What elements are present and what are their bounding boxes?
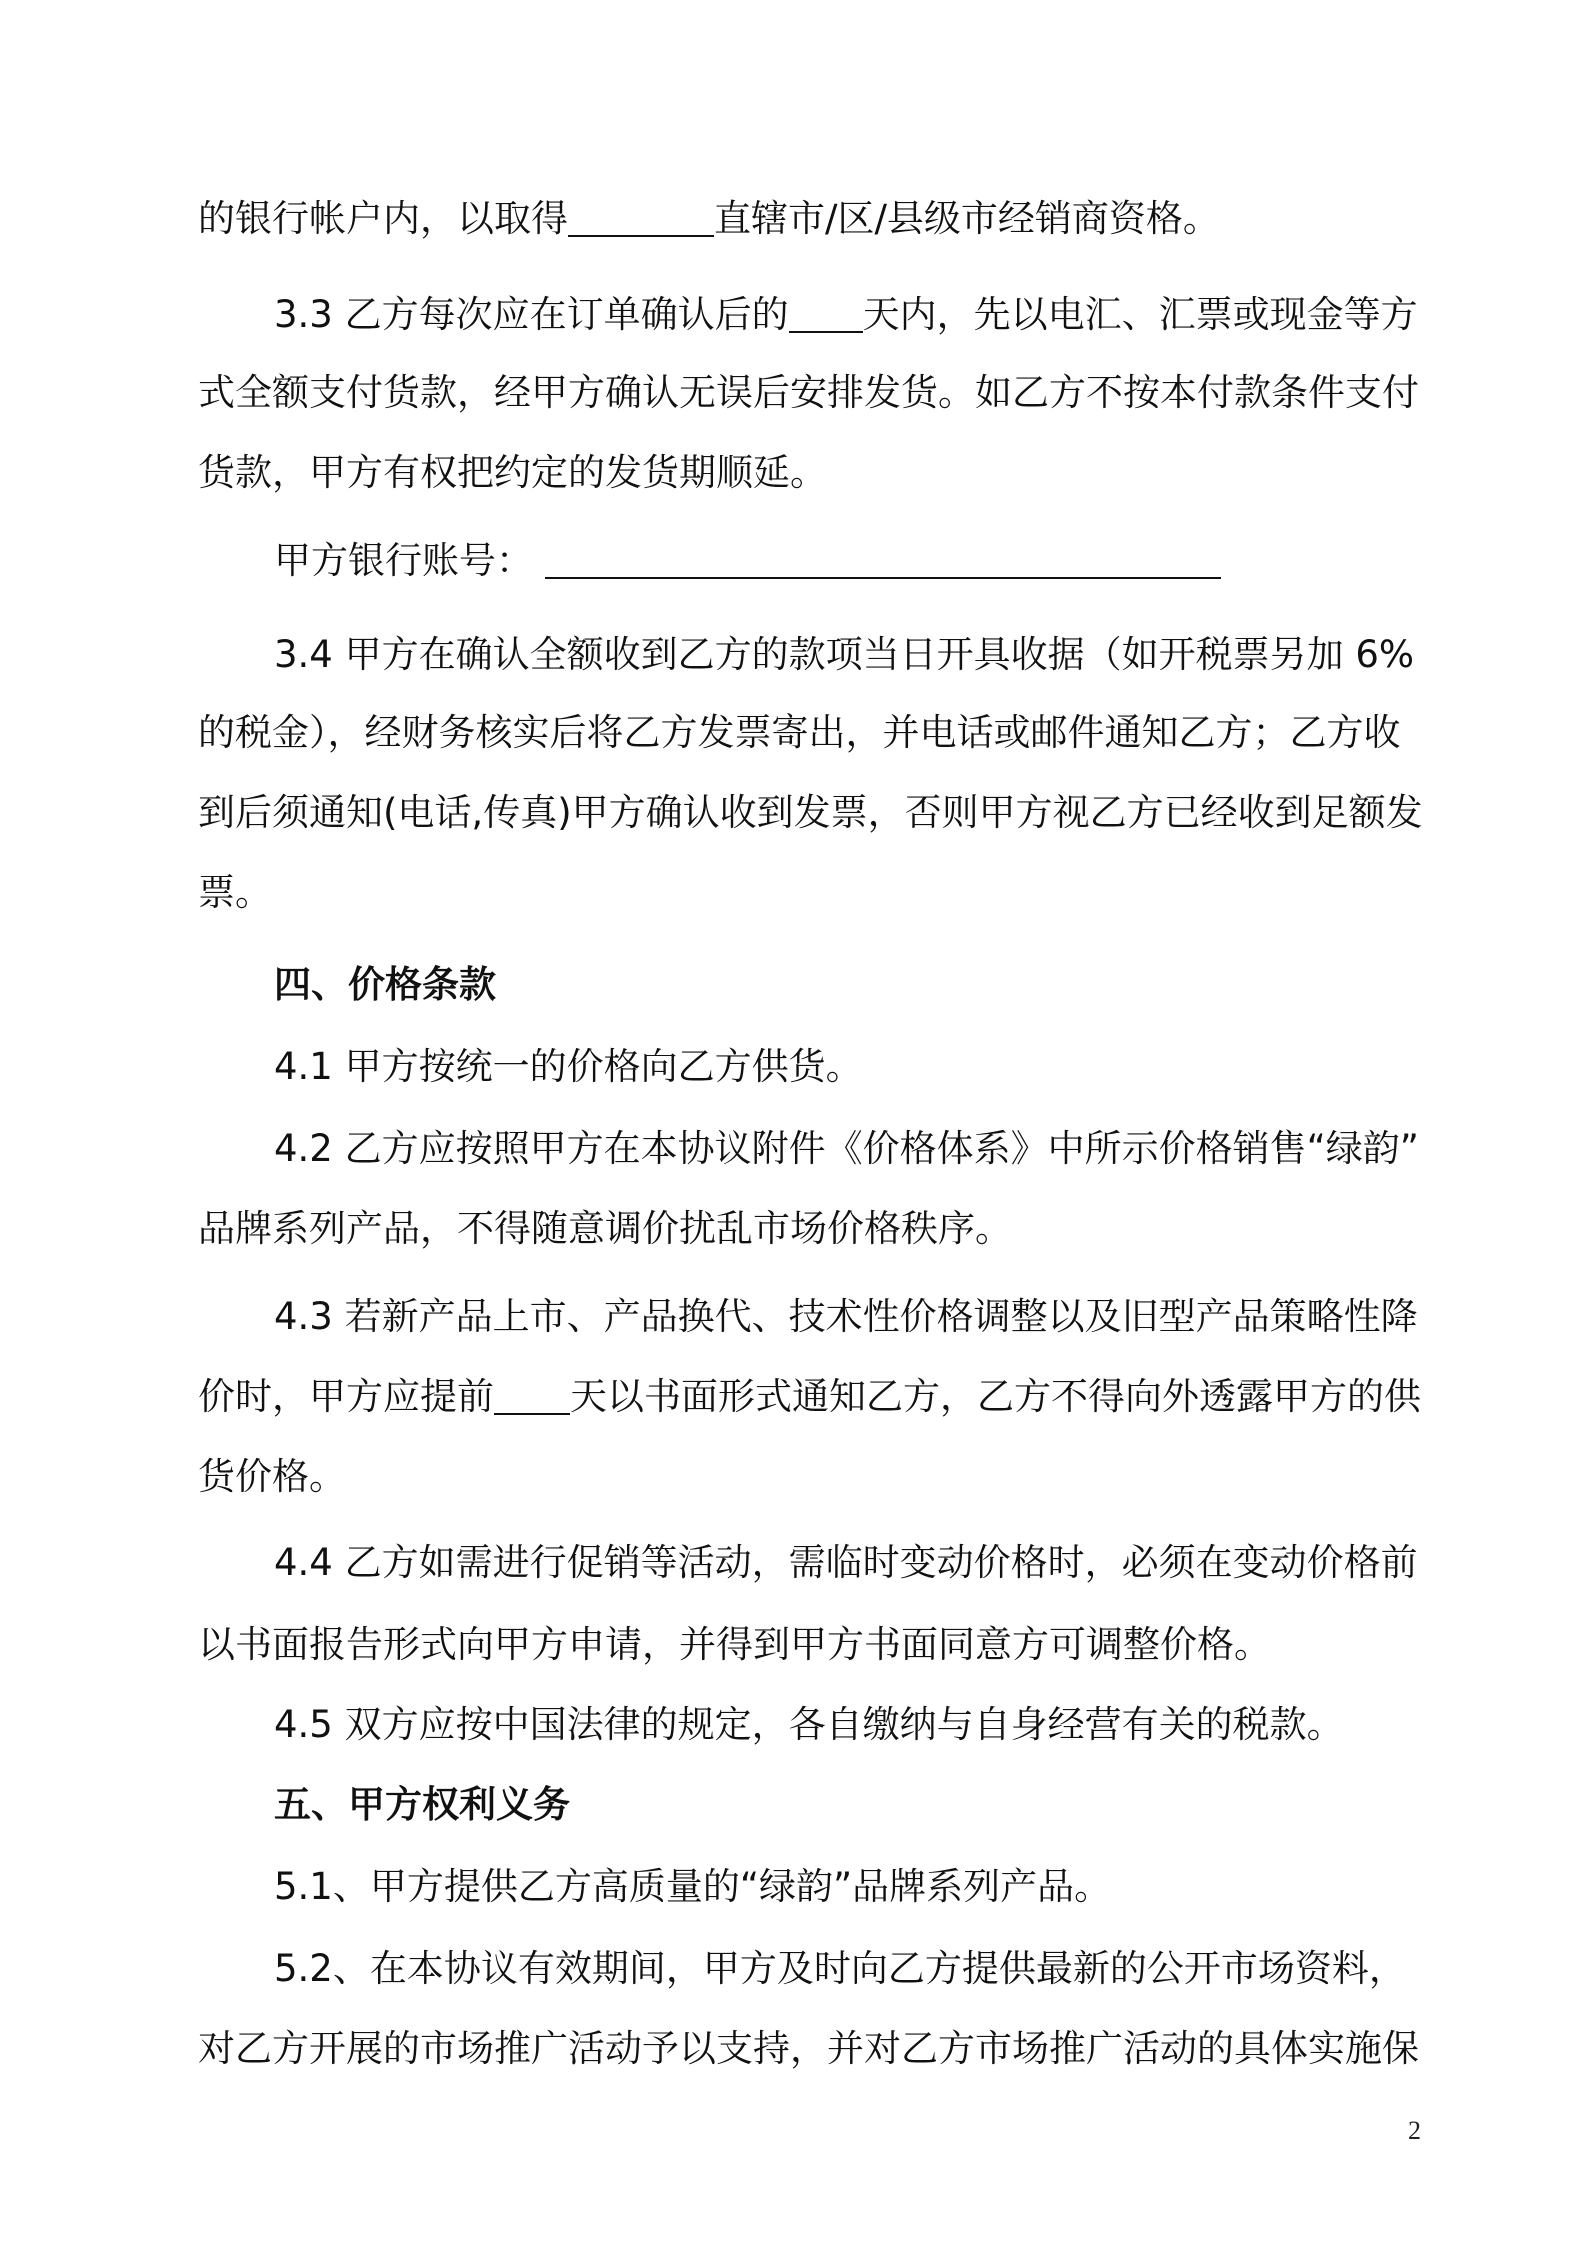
clause-5-2-line-1: 5.2、在本协议有效期间，甲方及时向乙方提供最新的公开市场资料， bbox=[274, 1947, 1406, 1990]
clause-3-4-line-3: 到后须通知(电话,传真)甲方确认收到发票，否则甲方视乙方已经收到足额发 bbox=[198, 791, 1423, 834]
text: 3.3 乙方每次应在订单确认后的 bbox=[274, 293, 789, 336]
blank-days-field[interactable] bbox=[789, 297, 863, 333]
blank-city-field[interactable] bbox=[568, 201, 714, 237]
clause-4-1: 4.1 甲方按统一的价格向乙方供货。 bbox=[274, 1045, 863, 1088]
clause-4-5: 4.5 双方应按中国法律的规定，各自缴纳与自身经营有关的税款。 bbox=[274, 1703, 1344, 1746]
text: 直辖市/区/县级市经销商资格。 bbox=[714, 197, 1220, 240]
clause-3-4-line-2: 的税金），经财务核实后将乙方发票寄出，并电话或邮件通知乙方；乙方收 bbox=[198, 711, 1401, 754]
section-4-heading: 四、价格条款 bbox=[274, 963, 496, 1006]
clause-3-3-line-3: 货款，甲方有权把约定的发货期顺延。 bbox=[198, 451, 827, 494]
text: 价时，甲方应提前 bbox=[198, 1375, 494, 1418]
text: 天内，先以电汇、汇票或现金等方 bbox=[862, 293, 1418, 336]
clause-4-3-line-3: 货价格。 bbox=[198, 1455, 346, 1498]
clause-5-1: 5.1、甲方提供乙方高质量的“绿韵”品牌系列产品。 bbox=[274, 1865, 1112, 1908]
bank-account-field[interactable] bbox=[545, 543, 1221, 579]
clause-3-3-line-2: 式全额支付货款，经甲方确认无误后安排发货。如乙方不按本付款条件支付 bbox=[198, 371, 1419, 414]
clause-5-2-line-2: 对乙方开展的市场推广活动予以支持，并对乙方市场推广活动的具体实施保 bbox=[198, 2027, 1419, 2070]
section-5-heading: 五、甲方权利义务 bbox=[274, 1783, 570, 1826]
page-number: 2 bbox=[1408, 2116, 1421, 2145]
clause-4-3-line-2 bbox=[198, 1374, 1421, 1420]
clause-3-4-line-1: 3.4 甲方在确认全额收到乙方的款项当日开具收据（如开税票另加 6% bbox=[274, 633, 1415, 676]
clause-4-3-line-1: 4.3 若新产品上市、产品换代、技术性价格调整以及旧型产品策略性降 bbox=[274, 1295, 1418, 1338]
bank-account-line bbox=[274, 538, 1221, 584]
blank-notice-days-field[interactable] bbox=[494, 1379, 570, 1415]
text: 天以书面形式通知乙方，乙方不得向外透露甲方的供 bbox=[570, 1375, 1421, 1418]
clause-4-4-line-1: 4.4 乙方如需进行促销等活动，需临时变动价格时，必须在变动价格前 bbox=[274, 1541, 1418, 1584]
bank-account-label: 甲方银行账号： bbox=[274, 539, 533, 582]
clause-4-4-line-2: 以书面报告形式向甲方申请，并得到甲方书面同意方可调整价格。 bbox=[198, 1623, 1271, 1666]
clause-4-2-line-2: 品牌系列产品，不得随意调价扰乱市场价格秩序。 bbox=[198, 1207, 1012, 1250]
clause-4-2-line-1: 4.2 乙方应按照甲方在本协议附件《价格体系》中所示价格销售“绿韵” bbox=[274, 1127, 1419, 1170]
clause-3-3-line-1 bbox=[274, 292, 1418, 338]
paragraph-line bbox=[198, 196, 1220, 242]
clause-3-4-line-4: 票。 bbox=[198, 871, 272, 914]
text: 的银行帐户内，以取得 bbox=[198, 197, 568, 240]
